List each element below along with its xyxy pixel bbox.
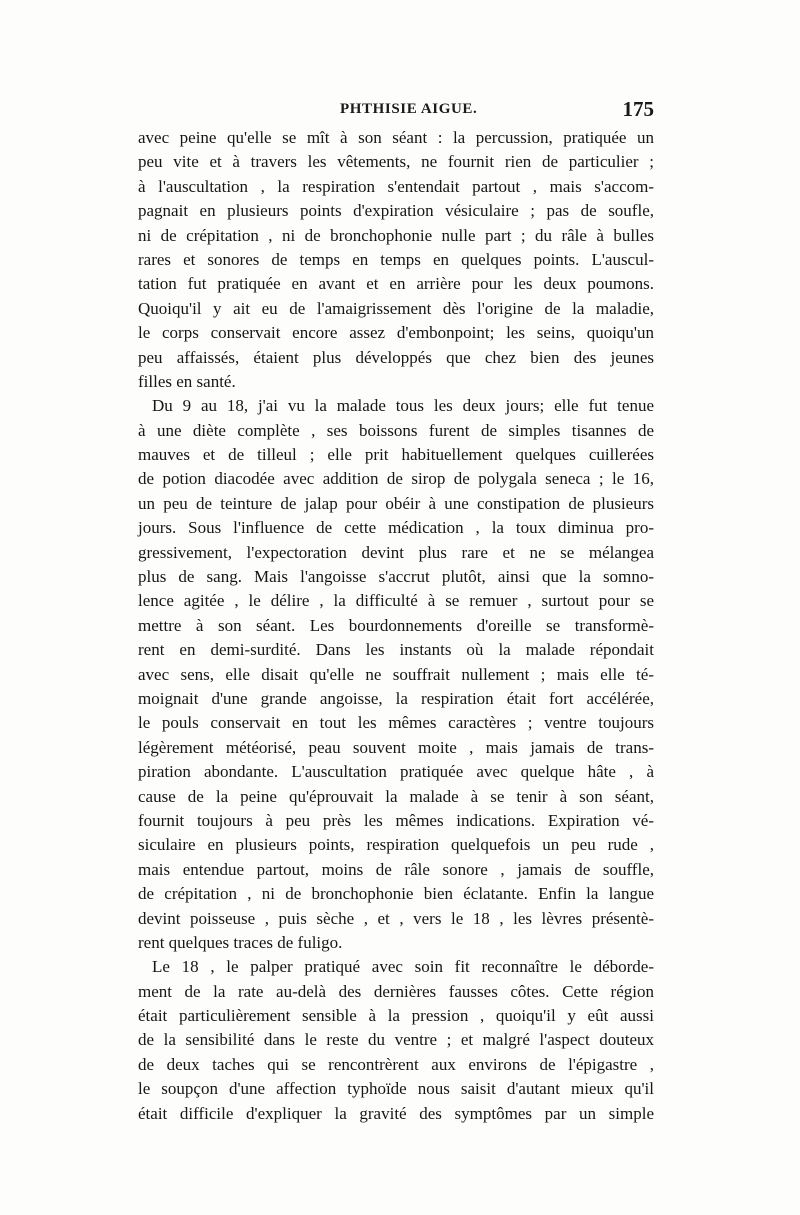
text-line: siculaire en plusieurs points, respiration quelquefois un peu rude , bbox=[138, 835, 654, 855]
text-line: rent quelques traces de fuligo. bbox=[138, 932, 343, 952]
text-line: le pouls conservait en tout les mêmes caractères ; ventre toujours bbox=[138, 713, 654, 733]
text-line: à l'auscultation , la respiration s'entendait partout , mais s'accom- bbox=[138, 176, 654, 196]
text-line: tation fut pratiquée en avant et en arrière pour les deux poumons. bbox=[138, 274, 654, 294]
paragraph-1 bbox=[138, 126, 654, 394]
text-line: piration abondante. L'auscultation pratiquée avec quelque hâte , à bbox=[138, 762, 654, 782]
text-line: filles en santé. bbox=[138, 371, 236, 391]
paragraph-2 bbox=[138, 394, 654, 955]
text-line: de deux taches qui se rencontrèrent aux environs de l'épigastre , bbox=[138, 1054, 654, 1074]
text-line: à une diète complète , ses boissons furent de simples tisannes de bbox=[138, 420, 654, 440]
page-header bbox=[132, 97, 654, 125]
body-text bbox=[138, 126, 654, 1126]
text-line: mettre à son séant. Les bourdonnements d'oreille se transformè- bbox=[138, 615, 654, 635]
text-line: cause de la peine qu'éprouvait la malade à se tenir à son séant, bbox=[138, 786, 654, 806]
text-line: de crépitation , ni de bronchophonie bien éclatante. Enfin la langue bbox=[138, 884, 654, 904]
text-line: peu affaissés, étaient plus développés que chez bien des jeunes bbox=[138, 347, 654, 367]
text-line: ni de crépitation , ni de bronchophonie nulle part ; du râle à bulles bbox=[138, 225, 654, 245]
text-line: rares et sonores de temps en temps en quelques points. L'auscul- bbox=[138, 249, 654, 269]
text-line: fournit toujours à peu près les mêmes indications. Expiration vé- bbox=[138, 810, 654, 830]
text-line: le soupçon d'une affection typhoïde nous saisit d'autant mieux qu'il bbox=[138, 1079, 654, 1099]
text-line: moignait d'une grande angoisse, la respiration était fort accélérée, bbox=[138, 688, 654, 708]
text-line: gressivement, l'expectoration devint plus rare et ne se mélangea bbox=[138, 542, 654, 562]
text-line: plus de sang. Mais l'angoisse s'accrut plutôt, ainsi que la somno- bbox=[138, 567, 654, 587]
text-line: légèrement météorisé, peau souvent moite , mais jamais de trans- bbox=[138, 737, 654, 757]
text-line: le corps conservait encore assez d'embonpoint; les seins, quoiqu'un bbox=[138, 323, 654, 343]
text-line: Quoiqu'il y ait eu de l'amaigrissement dès l'origine de la maladie, bbox=[138, 298, 654, 318]
text-line: lence agitée , le délire , la difficulté à se remuer , surtout pour se bbox=[138, 591, 654, 611]
paragraph-3 bbox=[138, 955, 654, 1126]
text-line: rent en demi-surdité. Dans les instants où la malade répondait bbox=[138, 640, 654, 660]
text-line: jours. Sous l'influence de cette médication , la toux diminua pro- bbox=[138, 518, 654, 538]
text-line: Du 9 au 18, j'ai vu la malade tous les deux jours; elle fut tenue bbox=[152, 396, 654, 416]
text-line: était particulièrement sensible à la pression , quoiqu'il y eût aussi bbox=[138, 1006, 654, 1026]
running-title: PHTHISIE AIGUE. bbox=[340, 101, 478, 117]
text-line: devint poisseuse , puis sèche , et , vers le 18 , les lèvres présentè- bbox=[138, 908, 654, 928]
text-line: pagnait en plusieurs points d'expiration vésiculaire ; pas de soufle, bbox=[138, 201, 654, 221]
text-line: mais entendue partout, moins de râle sonore , jamais de souffle, bbox=[138, 859, 654, 879]
text-line: mauves et de tilleul ; elle prit habituellement quelques cuillerées bbox=[138, 445, 654, 465]
text-line: un peu de teinture de jalap pour obéir à une constipation de plusieurs bbox=[138, 493, 654, 513]
text-line: de la sensibilité dans le reste du ventre ; et malgré l'aspect douteux bbox=[138, 1030, 654, 1050]
page-number: 175 bbox=[622, 97, 654, 121]
text-line: de potion diacodée avec addition de sirop de polygala seneca ; le 16, bbox=[138, 469, 654, 489]
text-line: était difficile d'expliquer la gravité des symptômes par un simple bbox=[138, 1103, 654, 1123]
text-line: avec peine qu'elle se mît à son séant : la percussion, pratiquée un bbox=[138, 128, 654, 147]
text-line: peu vite et à travers les vêtements, ne fournit rien de particulier ; bbox=[138, 152, 654, 172]
text-line: avec sens, elle disait qu'elle ne souffrait nullement ; mais elle té- bbox=[138, 664, 654, 684]
text-line: Le 18 , le palper pratiqué avec soin fit reconnaître le déborde- bbox=[152, 957, 654, 977]
text-line: ment de la rate au-delà des dernières fausses côtes. Cette région bbox=[138, 981, 654, 1001]
